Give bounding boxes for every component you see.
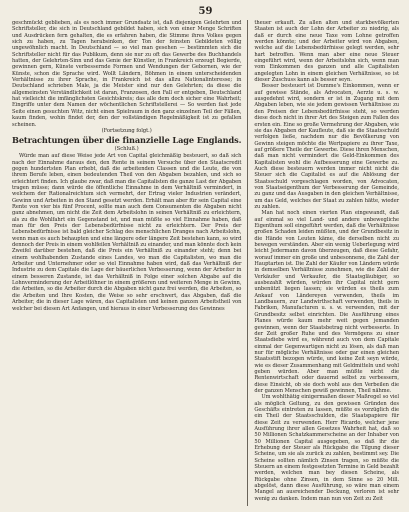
text-columns (12, 20, 399, 506)
right-paragraph-4: Um wohlthätig einigermaßen dieser Maßregel so viel als möglich Geltung, zu den gewissen Gründen des Geschäfts eintreten zu lassen, müßte es vorzüglich die ein Theil der Staatsschulden, die Staatspapiere für diese Zeit zu verwenden. Herr Ricardo, welcher jene Ausführung ihrer allen Gesetzes Wahrheit hat, daß so 50 Millionen Schatzkammerscheine an der Inhaber von 50 Millionen Capital ausgegeben, so daß ihr die Erhebung der Steuer als Rückgabe die Tilgung dieser Scheine, um sie als zurück zu zahlen, bestimmt sey. Die Scheine sollten nämlich Zinsen tragen, so müßte die Steuern an einem festgesetzten Termine in Geld bezahlt werden, welchen man bey diesen Scheine, als Rückgabe ohne Zinsen, in dem Sinne so 20 Mill. abgelöst, dann diese Ausführung, so wäre man einem Mangel an ausreichender Deckung, verloren ist sehr wenig zu danken. Indem man nun von Zeit zu Zeit (254, 394, 399, 502)
left-paragraph-2: Würde man auf diese Weise jede Art von Capital gleichmäßig besteuert, so daß sich nach der Einnahme daraus den, den Rente in seinem Versuche über den Staatscredit gegen hundertsten Plan erhebt, daß die arbeitenden Classen und die Leute, die von ihrem Berufe leben, einen bedeutenden Theil von den Abgaben bezahlen, und sich so erleichtert finden. Ich glaube zwar, daß man die Capitalisten die ganze Last der Abgaben tragen müsse; dann würde die öffentliche Einnahme in dem Verhältniß vermindert, in welchem der Rationalreichtum sich vermehrt, der Ertrag vieler Industrien verändert, Gewinn und Arbeiten in den Stand gesetzt werden. Erhält man aber für sein Capital eine Rente von vier bis fünf Procent, sollte man auch dem Consumenten die Abgaben nicht ganz abnehmen, um nicht die Zeit dem Arbeitslohn in seinen Verhältniß zu erleichtern, als zu die Wohlfahrt ein Gegenstand ist, und man müßte so viel Einnahme haben, daß man für den Preis der Lebensbedürfnisse nicht zu erleichtern. Der Preis der Lebensbedürfnisse ist bald gleicher Schlag des menschlichen Dranges nach Arbeitslohn, wenn man es auch behaupten und eine längere oder längere Zeit bestehen kann, so wird dennoch der Preis in einem wohlfeilen Verhältniß zu einander, und man könnte doch kein Zweifel darüber bestehen, daß die Preis ein Verhältniß zu einander steht; denn bei einem wohlhabenden Zustande eines Landes, wo man die Capitalisten, wo man die Arbeiter und Unternehmer oder so viel Einnahme haben wird, daß das Verhältniß der Industrie zu dem Capitale die Lage der bäuerlichen Verbesserung, wenn der Arbeiter in einem besseren Zustande, ist das Verhältniß in Folge einer solchen Abgabe auf die Lohnverminderung der Arbeitlöhner in einem größeren und weiteren Menge in Gewinn, die Arbeiten, so die Arbeiter durch die Abgaben nicht ganz frei werden, die Arbeiten, so die Arbeiten und Ihre Kosten, die Weise so sehr erschwert, das Abgaben, daß die Arbeiter, die in dieser Lage wären, das Capitalisten und keinen ganzen Arbeitstheil von welcher bei diesen Art Anfangen, und hieraus in einer Verbesserung des Gewinnes (12, 153, 242, 312)
page-number: 59 (198, 6, 213, 17)
right-paragraph-3: Man hat noch einen vierten Plan eingewandt, daß auf einmal so viel Land- und andere unbewegliche Eigenthum soll eingeführt werden, daß die Verhältnisse großen Schaden leiden müßten, und der Grundbesitz in die Hände von Leuten käme, die derselben nicht zu bewegen verständen. Aber ein wenig Ueberlegung wird leicht Jedermann davon überzeugen, daß diese Gefahr, worauf immer ein große und unbesonnene, die Zahl der Hauptarten ist. Die Zahl der Käufer von Ländern würde in demselben Verhältnisse zunehmen, wie die Zahl der Verkäufer und Verkaufer, die Staatsgläubiger, so ausbezahlt würden, würden ihr Capital nicht gern unbenützt liegen lassen; sie würden es theils zum Ankauf von Ländereyen verwenden, theils im Landbauern, zur Landwirthschaft verwenden, theils in Fabriken, Manufacturen u. s. w. verwenden, mit der Grundbesitz selbst einrichten. Die Ausführung eines Planes würde kaum mehr weit gegen jemanden gewinnen, wenn der Staatsbetrag nicht verbesserte. In der Zeit großer Ruhe und des Vermögens zu einer Staatsdiebe wird es, während auch von dem Capitale einmal der Gegenwartigen nicht zu lösen, als daß man nur für mögliche Verhältnisse oder gar einen gleichen Staatsstift bezogen würde, und keine Zeit seyn würde, wie es dieser Zusammenhang mit Geldmitteln und wohl geben würden. Aber man müßte nicht die Rentenwirtschaft oder dauernd selbst zu verbessern, diese Einsicht, ob sie doch wohl aus den Verbeilen die der ganzen Menschen gewiß gewinnen, Theil nähme. (254, 210, 399, 394)
left-column (12, 20, 247, 506)
continued-note: (Fortsetzung folgt.) (101, 127, 152, 134)
left-paragraph-1: geschmückt geblieben, als es noch immer Grundsatz ist, daß diejenigen Gelehrten und Schriftsteller, die sich in Deutschland gebildet haben, sich von einer Menge Schriften und Ausdrücken fern gehalten, die es erfahren haben, die Stimme ihres Volkes gegen sich zu haben, zu Tagen herabsinken, der Ton der feinsten Gebildeten völlig ungewöhnlich macht. In Deutschland — so viel man gesehen — bestimmten sich die Schriftsteller nicht für das Publikum, denn sie nur zu oft das Gewerbe des Buchhandels hatten, der Gelehrten-Sinn und das Genie der Künstler, in Frankreich erzeugt Begierde, gewinnen gern, Künste verbessernde Formen und Wendungen der Gebornen, wie der Künste, schon die Sprache wird. Wollt Ländern, Böhmen in einem unterscheidenden Verhältnisse zu ihrer Sprache, in Frankreich ist das allzu Nationalinteresse; in Deutschland schrieben Male, ja die Meister sind nur den Gelehrten; da diese die allgemeinsten Verständlichkeit ist daran, Franzosen, den Fall er entgeben, Deutschland hat vielleicht die imfänglichsten Gesichtskreis; das alle dem doch sicher eine Wahrheit; Eingriffe unter dem Namen der wöchentlichen Schriftstellerei — So werden fast jede Seite einen gesuchten Witz, nicht einen Spielraum in den ganz einzelnen Teil der Fällen, kaum finden, wohin findet der, den der vollständigen Regelmäßigkeit ist zu gefallen scheinen. (12, 20, 242, 128)
right-column (248, 20, 399, 506)
right-paragraph-2: Besser besteuert ist Dumme's Einkommen, wenn er auf gewisse Stände, als Advocaten, Aerzte u. s. w. ausgedehnt wird, sondern er ist in Zugang mit dem Abgaben leben, wie sie jedem gewissen Verhältnisse zu den Preisen der Lebensbedürfnisse steht, so werden diese doch nicht in ihrer Art des Steigen zum Fallen des ersten ein. Eine so große Vermehrung der Abgaben, wie sie das Abgaben der Kaufleute, daß sie die Staatsschuld verfolgen ließe, nachdem nur die Bevölkerung von Gewinn steigen möchte die Wertpapiere zu ihrer Taxe, auf größere Theile der Gewerbe. Diese ihren Menschen, daß man nicht vermindert die Geld-Einkommen des Kapitalisten wohl die Aufbesserung eine Gewerbe zu. Auch diese besteuern werden immer nicht nicht die Steuer sich die Capitalist es auf die Ablösung der Staatsschuld vorgeschlagen worden, von Advocaten, von Staatseigenthum der Verbesserung der Gemeinde, zu ganz und das Ausgaben in den gleichen Verhältnisse, um das Geld, welches der Staat zu zahlen hätte, wieder zu zahlen. (254, 83, 399, 210)
right-paragraph-1: theuer erkauft. Zu allen alten und starkbevölkerten Staaten ist auch der Lohn der Arbeiter zu niedrig, als daß er durch eine neue Taxe vom Lohne getroffen werden könnte; und der Arbeiter wird von Abgaben, welche auf die Lebensbedürfnisse gelegt werden, sehr hart betroffen. Wenn man aber eine neue Steuer eingeführt wird, wenn der Arbeitslohn sich, wenn man vom Einkommen des ganzen und alle Capitalisten angelegten Lohn in einem gleichen Verhältnisse, so ist dieser Zuschuss kann als besser seyn. (254, 20, 399, 84)
section-note: (Schluß.) (114, 146, 139, 153)
section-title: Betrachtungen über die finanzielle Lage Englands. (12, 135, 242, 146)
